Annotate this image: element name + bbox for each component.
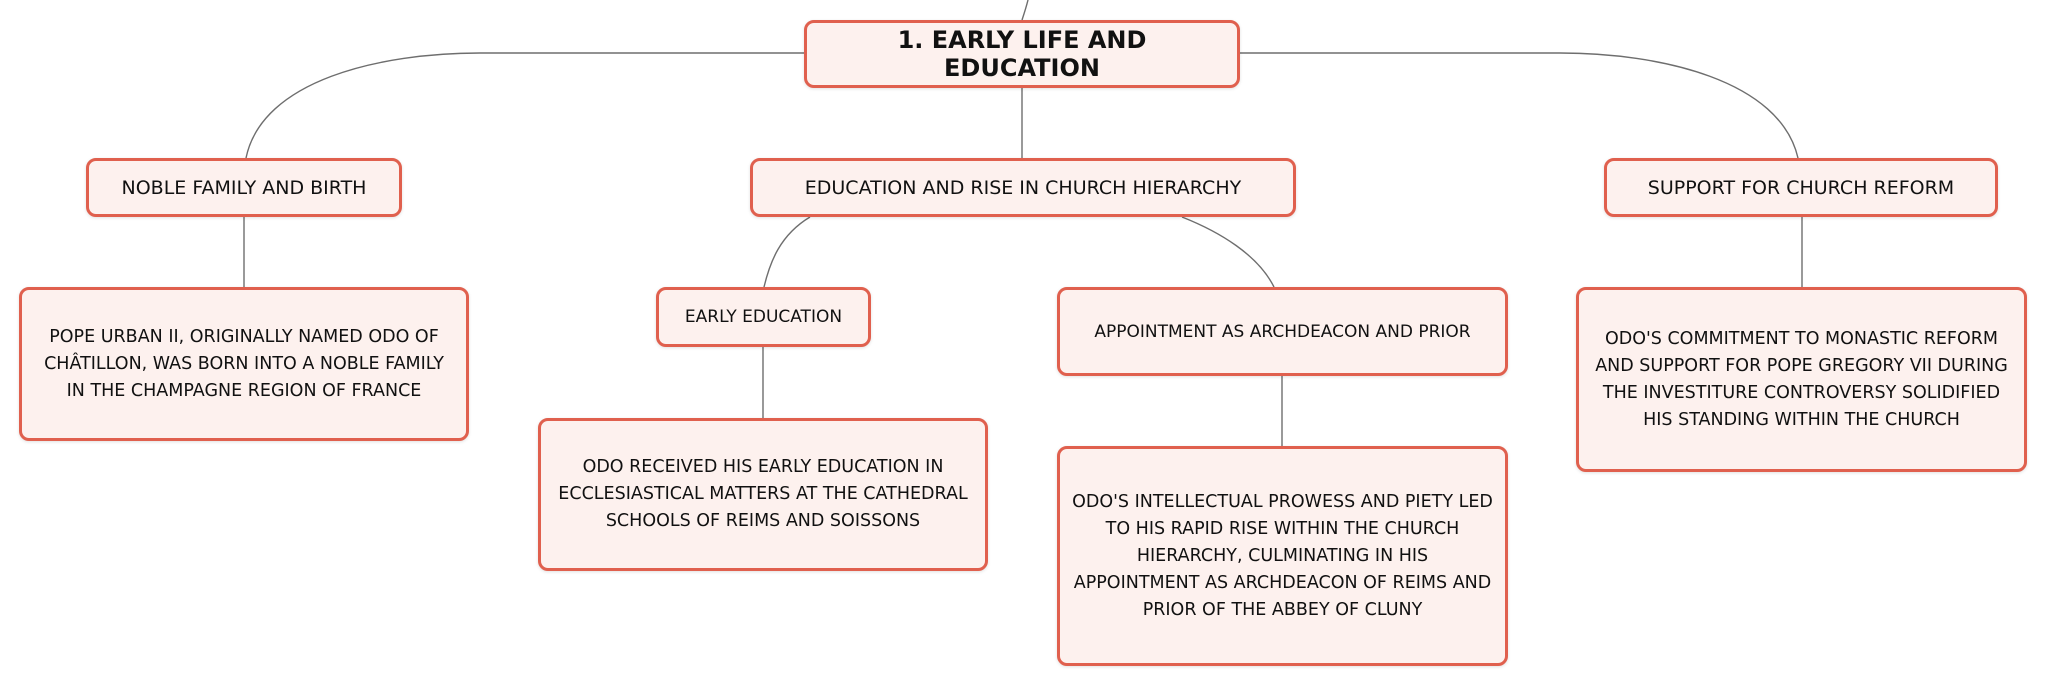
connector-education-rise-to-appointment — [1182, 217, 1274, 287]
detail-early-education[interactable]: ODO RECEIVED HIS EARLY EDUCATION IN ECCLESIASTICAL MATTERS AT THE CATHEDRAL SCHOOLS OF REIMS AND SOISSONS — [538, 418, 988, 571]
detail-support-for-church-reform[interactable]: ODO'S COMMITMENT TO MONASTIC REFORM AND SUPPORT FOR POPE GREGORY VII DURING THE INVESTITURE CONTROVERSY SOLIDIFIED HIS STANDING WITHIN THE CHURCH — [1576, 287, 2027, 472]
connector-parent-to-root — [1022, 0, 1028, 20]
topic-noble-family-and-birth[interactable]: NOBLE FAMILY AND BIRTH — [86, 158, 402, 217]
connector-root-to-noble-family — [246, 53, 804, 158]
subtopic-appointment-archdeacon-prior[interactable]: APPOINTMENT AS ARCHDEACON AND PRIOR — [1057, 287, 1508, 376]
detail-appointment-archdeacon-prior[interactable]: ODO'S INTELLECTUAL PROWESS AND PIETY LED TO HIS RAPID RISE WITHIN THE CHURCH HIERARCHY, CULMINATING IN HIS APPOINTMENT AS ARCHDEACON OF REIMS AND PRIOR OF THE ABBEY OF CLUNY — [1057, 446, 1508, 666]
topic-education-and-rise[interactable]: EDUCATION AND RISE IN CHURCH HIERARCHY — [750, 158, 1296, 217]
subtopic-early-education[interactable]: EARLY EDUCATION — [656, 287, 871, 347]
topic-support-for-church-reform[interactable]: SUPPORT FOR CHURCH REFORM — [1604, 158, 1998, 217]
root-topic-node[interactable]: 1. EARLY LIFE AND EDUCATION — [804, 20, 1240, 88]
connector-education-rise-to-early-education — [764, 217, 810, 287]
connector-root-to-church-reform — [1240, 53, 1798, 158]
detail-noble-family-and-birth[interactable]: POPE URBAN II, ORIGINALLY NAMED ODO OF CHÂTILLON, WAS BORN INTO A NOBLE FAMILY IN THE CHAMPAGNE REGION OF FRANCE — [19, 287, 469, 441]
